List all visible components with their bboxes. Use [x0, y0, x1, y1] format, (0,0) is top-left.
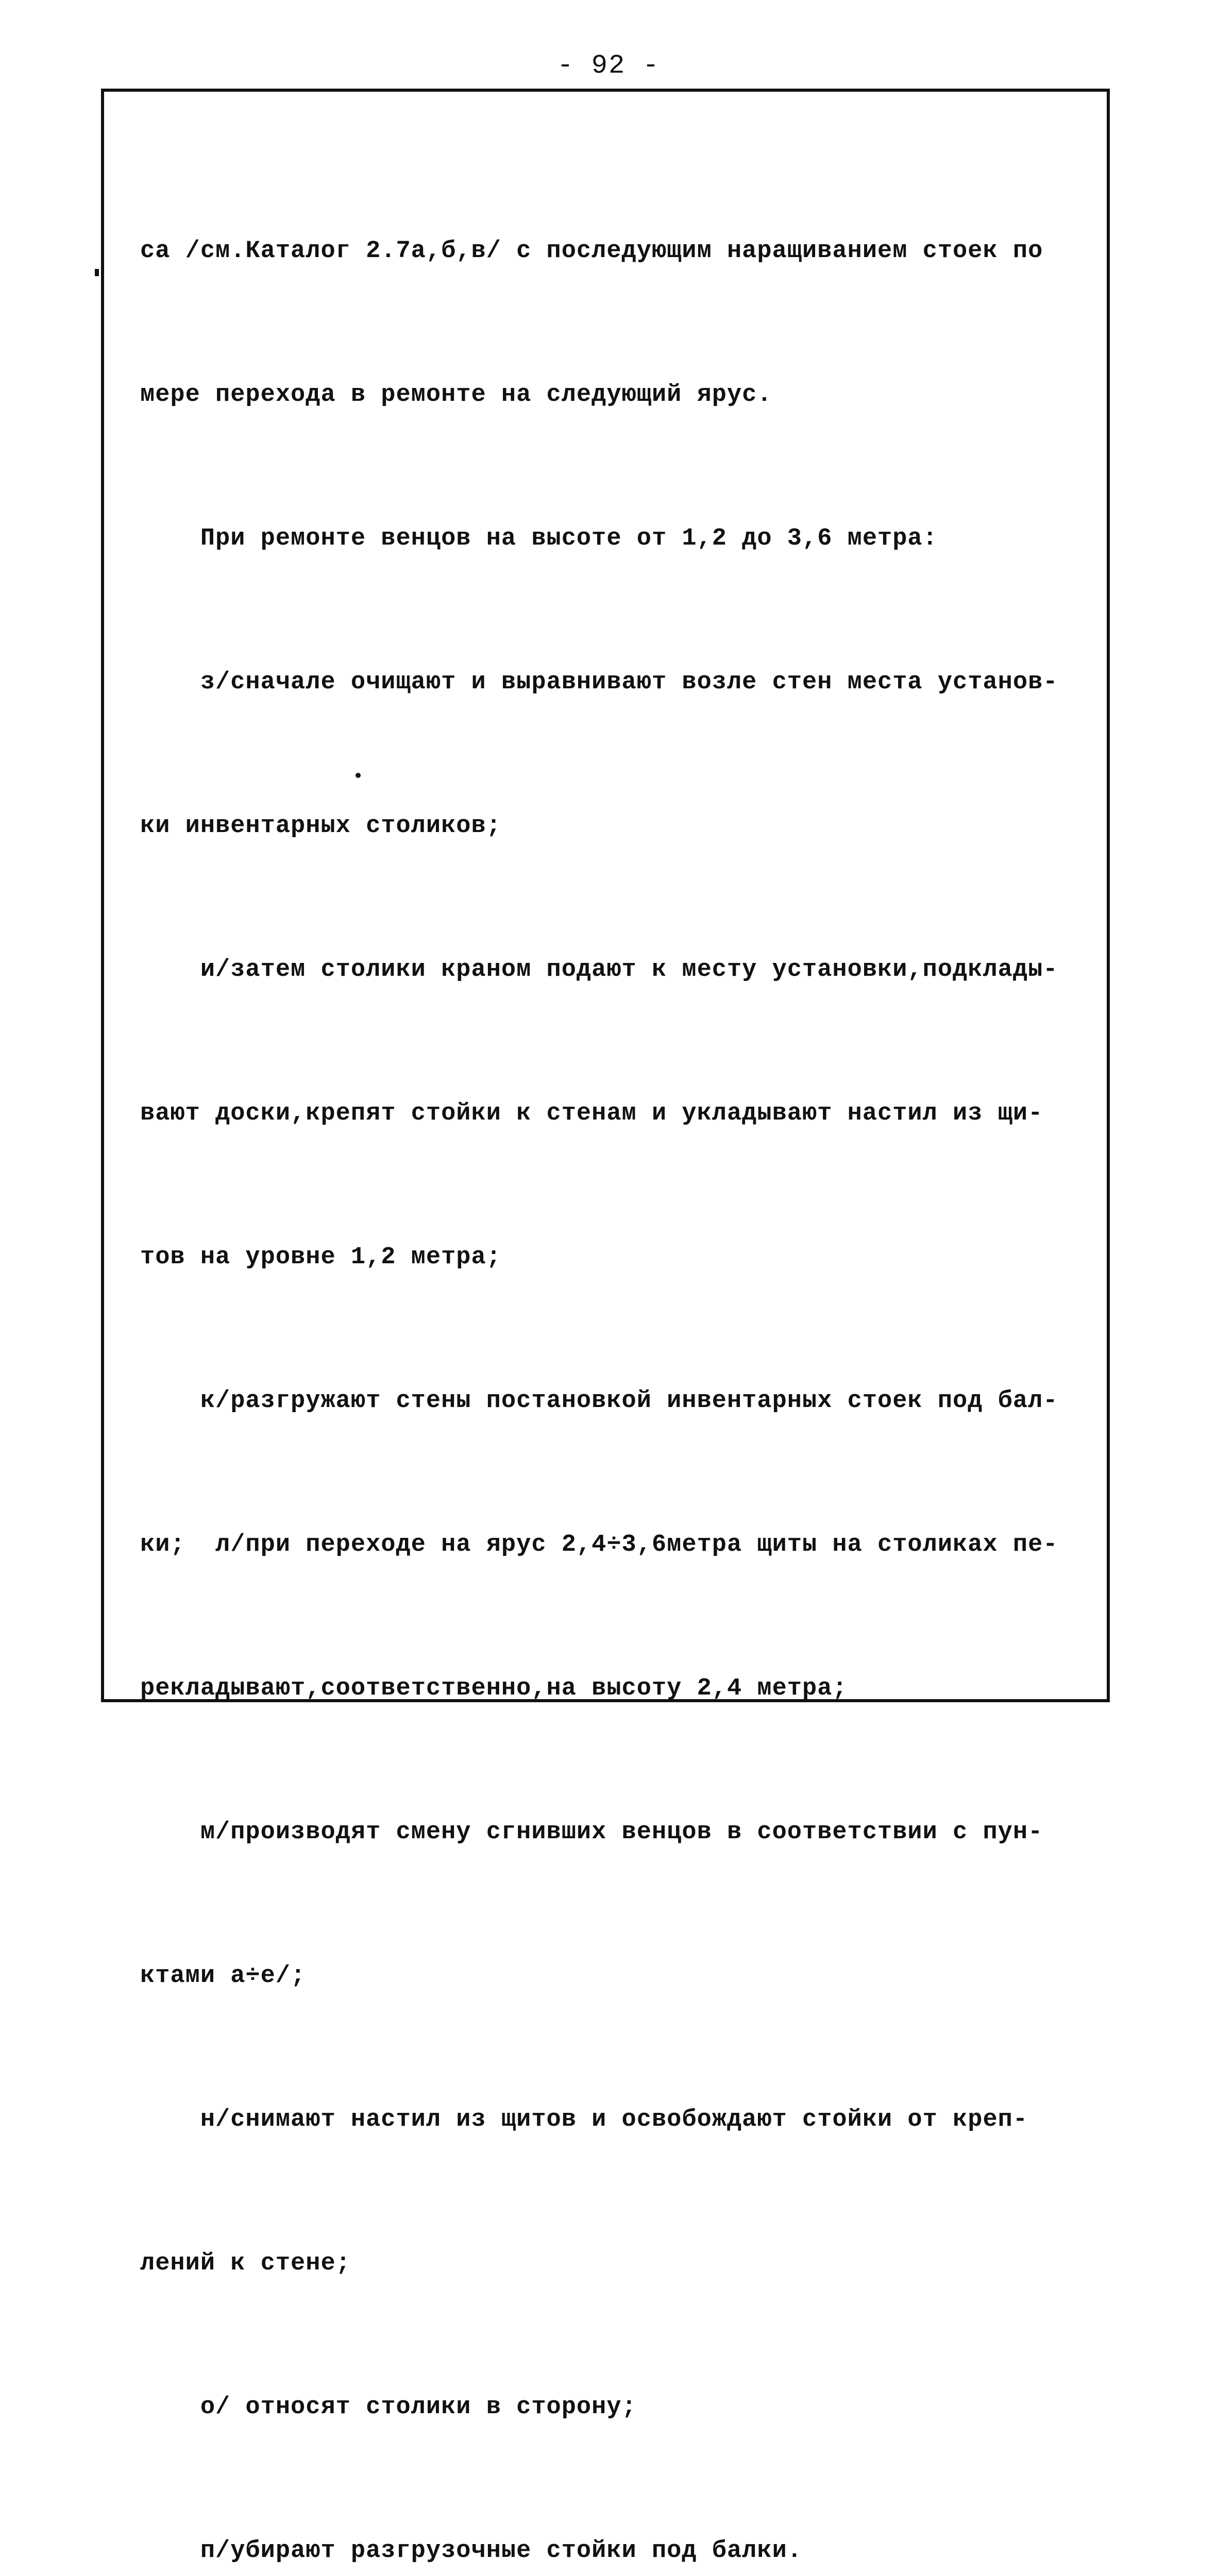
text-line: и/затем столики краном подают к месту установки,подклады- — [140, 956, 1058, 984]
text-line: ки инвентарных столиков; — [140, 812, 501, 840]
page-number: - 92 - — [557, 50, 660, 81]
text-line: о/ относят столики в сторону; — [140, 2394, 637, 2421]
text-line: н/снимают настил из щитов и освобождают стойки от креп- — [140, 2106, 1028, 2133]
text-line: При ремонте венцов на высоте от 1,2 до 3,6 метра: — [140, 525, 938, 552]
text-line: тов на уровне 1,2 метра; — [140, 1244, 501, 1271]
text-line: вают доски,крепят стойки к стенам и укладывают настил из щи- — [140, 1100, 1043, 1127]
text-line: мере перехода в ремонте на следующий ярус. — [140, 381, 772, 409]
text-line: ктами а÷е/; — [140, 1962, 306, 1990]
text-line: са /см.Каталог 2.7а,б,в/ с последующим наращиванием стоек по — [140, 238, 1043, 265]
text-line: м/производят смену сгнивших венцов в соответствии с пун- — [140, 1819, 1043, 1846]
margin-mark — [95, 269, 99, 276]
text-line: рекладывают,соответственно,на высоту 2,4 метра; — [140, 1675, 848, 1702]
document-body — [140, 131, 1119, 2576]
text-line: п/убирают разгрузочные стойки под балки. — [140, 2537, 803, 2565]
text-line: к/разгружают стены постановкой инвентарных стоек под бал- — [140, 1387, 1058, 1415]
text-line: лений к стене; — [140, 2250, 351, 2277]
text-line: з/сначале очищают и выравнивают возле стен места установ- — [140, 669, 1058, 696]
text-line: ки; л/при переходе на ярус 2,4÷3,6метра щиты на столиках пе- — [140, 1531, 1058, 1558]
